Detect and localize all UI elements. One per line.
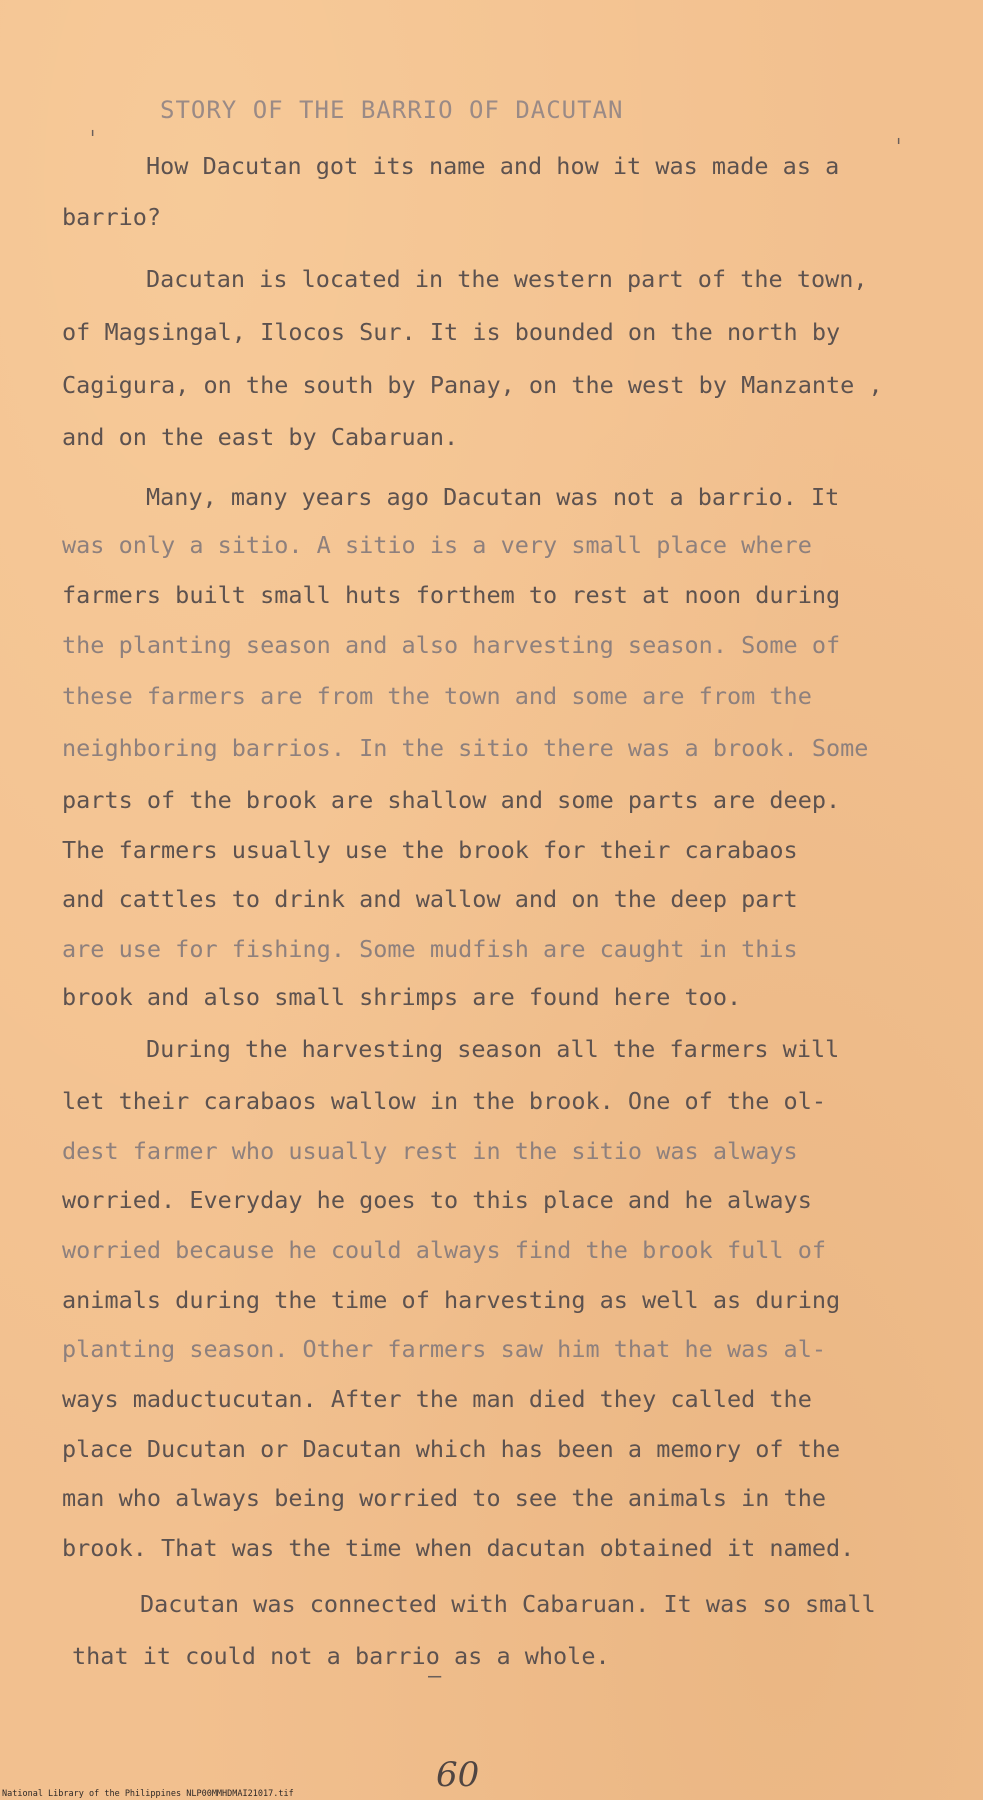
text-line: How Dacutan got its name and how it was made as a <box>146 152 840 180</box>
text-line: Cagigura, on the south by Panay, on the west by Manzante , <box>62 371 883 399</box>
text-line: brook. That was the time when dacutan obtained it named. <box>62 1534 855 1562</box>
text-line: the planting season and also harvesting season. Some of <box>62 631 841 659</box>
page-number: 60 <box>436 1755 480 1795</box>
text-line: and on the east by Cabaruan. <box>62 423 459 451</box>
text-line: Dacutan is located in the western part of the town, <box>146 265 868 293</box>
text-line: barrio? <box>62 203 162 231</box>
text-line: ways maductucutan. After the man died they called the <box>62 1385 812 1413</box>
text-line: that it could not a barrio as a whole. <box>72 1642 610 1670</box>
text-line: let their carabaos wallow in the brook. One of the ol- <box>62 1087 827 1115</box>
text-line: Dacutan was connected with Cabaruan. It was so small <box>140 1590 876 1618</box>
text-line: was only a sitio. A sitio is a very small place where <box>62 531 812 559</box>
text-line: brook and also small shrimps are found here too. <box>62 983 742 1011</box>
text-line: Many, many years ago Dacutan was not a barrio. It <box>146 483 840 511</box>
text-line: worried. Everyday he goes to this place and he always <box>62 1186 812 1214</box>
text-line: worried because he could always find the brook full of <box>62 1236 827 1264</box>
text-line: place Ducutan or Dacutan which has been a memory of the <box>62 1435 841 1463</box>
margin-mark: ˈ <box>892 136 906 161</box>
archive-footer: National Library of the Philippines NLP00MMHDMAI21017.tif <box>2 1789 294 1799</box>
text-line: and cattles to drink and wallow and on the deep part <box>62 885 798 913</box>
text-line: During the harvesting season all the farmers will <box>146 1035 840 1063</box>
document-title: STORY OF THE BARRIO OF DACUTAN <box>160 96 624 124</box>
text-line: neighboring barrios. In the sitio there was a brook. Some <box>62 734 869 762</box>
text-line: dest farmer who usually rest in the sitio was always <box>62 1137 798 1165</box>
text-line: are use for fishing. Some mudfish are caught in this <box>62 935 798 963</box>
dash-mark: – <box>428 1664 442 1689</box>
text-line: man who always being worried to see the animals in the <box>62 1484 827 1512</box>
margin-mark: ˈ <box>86 128 100 153</box>
text-line: farmers built small huts forthem to rest at noon during <box>62 581 841 609</box>
text-line: planting season. Other farmers saw him that he was al- <box>62 1335 827 1363</box>
text-line: these farmers are from the town and some are from the <box>62 682 812 710</box>
text-line: parts of the brook are shallow and some parts are deep. <box>62 786 841 814</box>
text-line: of Magsingal, Ilocos Sur. It is bounded on the north by <box>62 318 841 346</box>
text-line: animals during the time of harvesting as well as during <box>62 1286 841 1314</box>
text-line: The farmers usually use the brook for their carabaos <box>62 836 798 864</box>
